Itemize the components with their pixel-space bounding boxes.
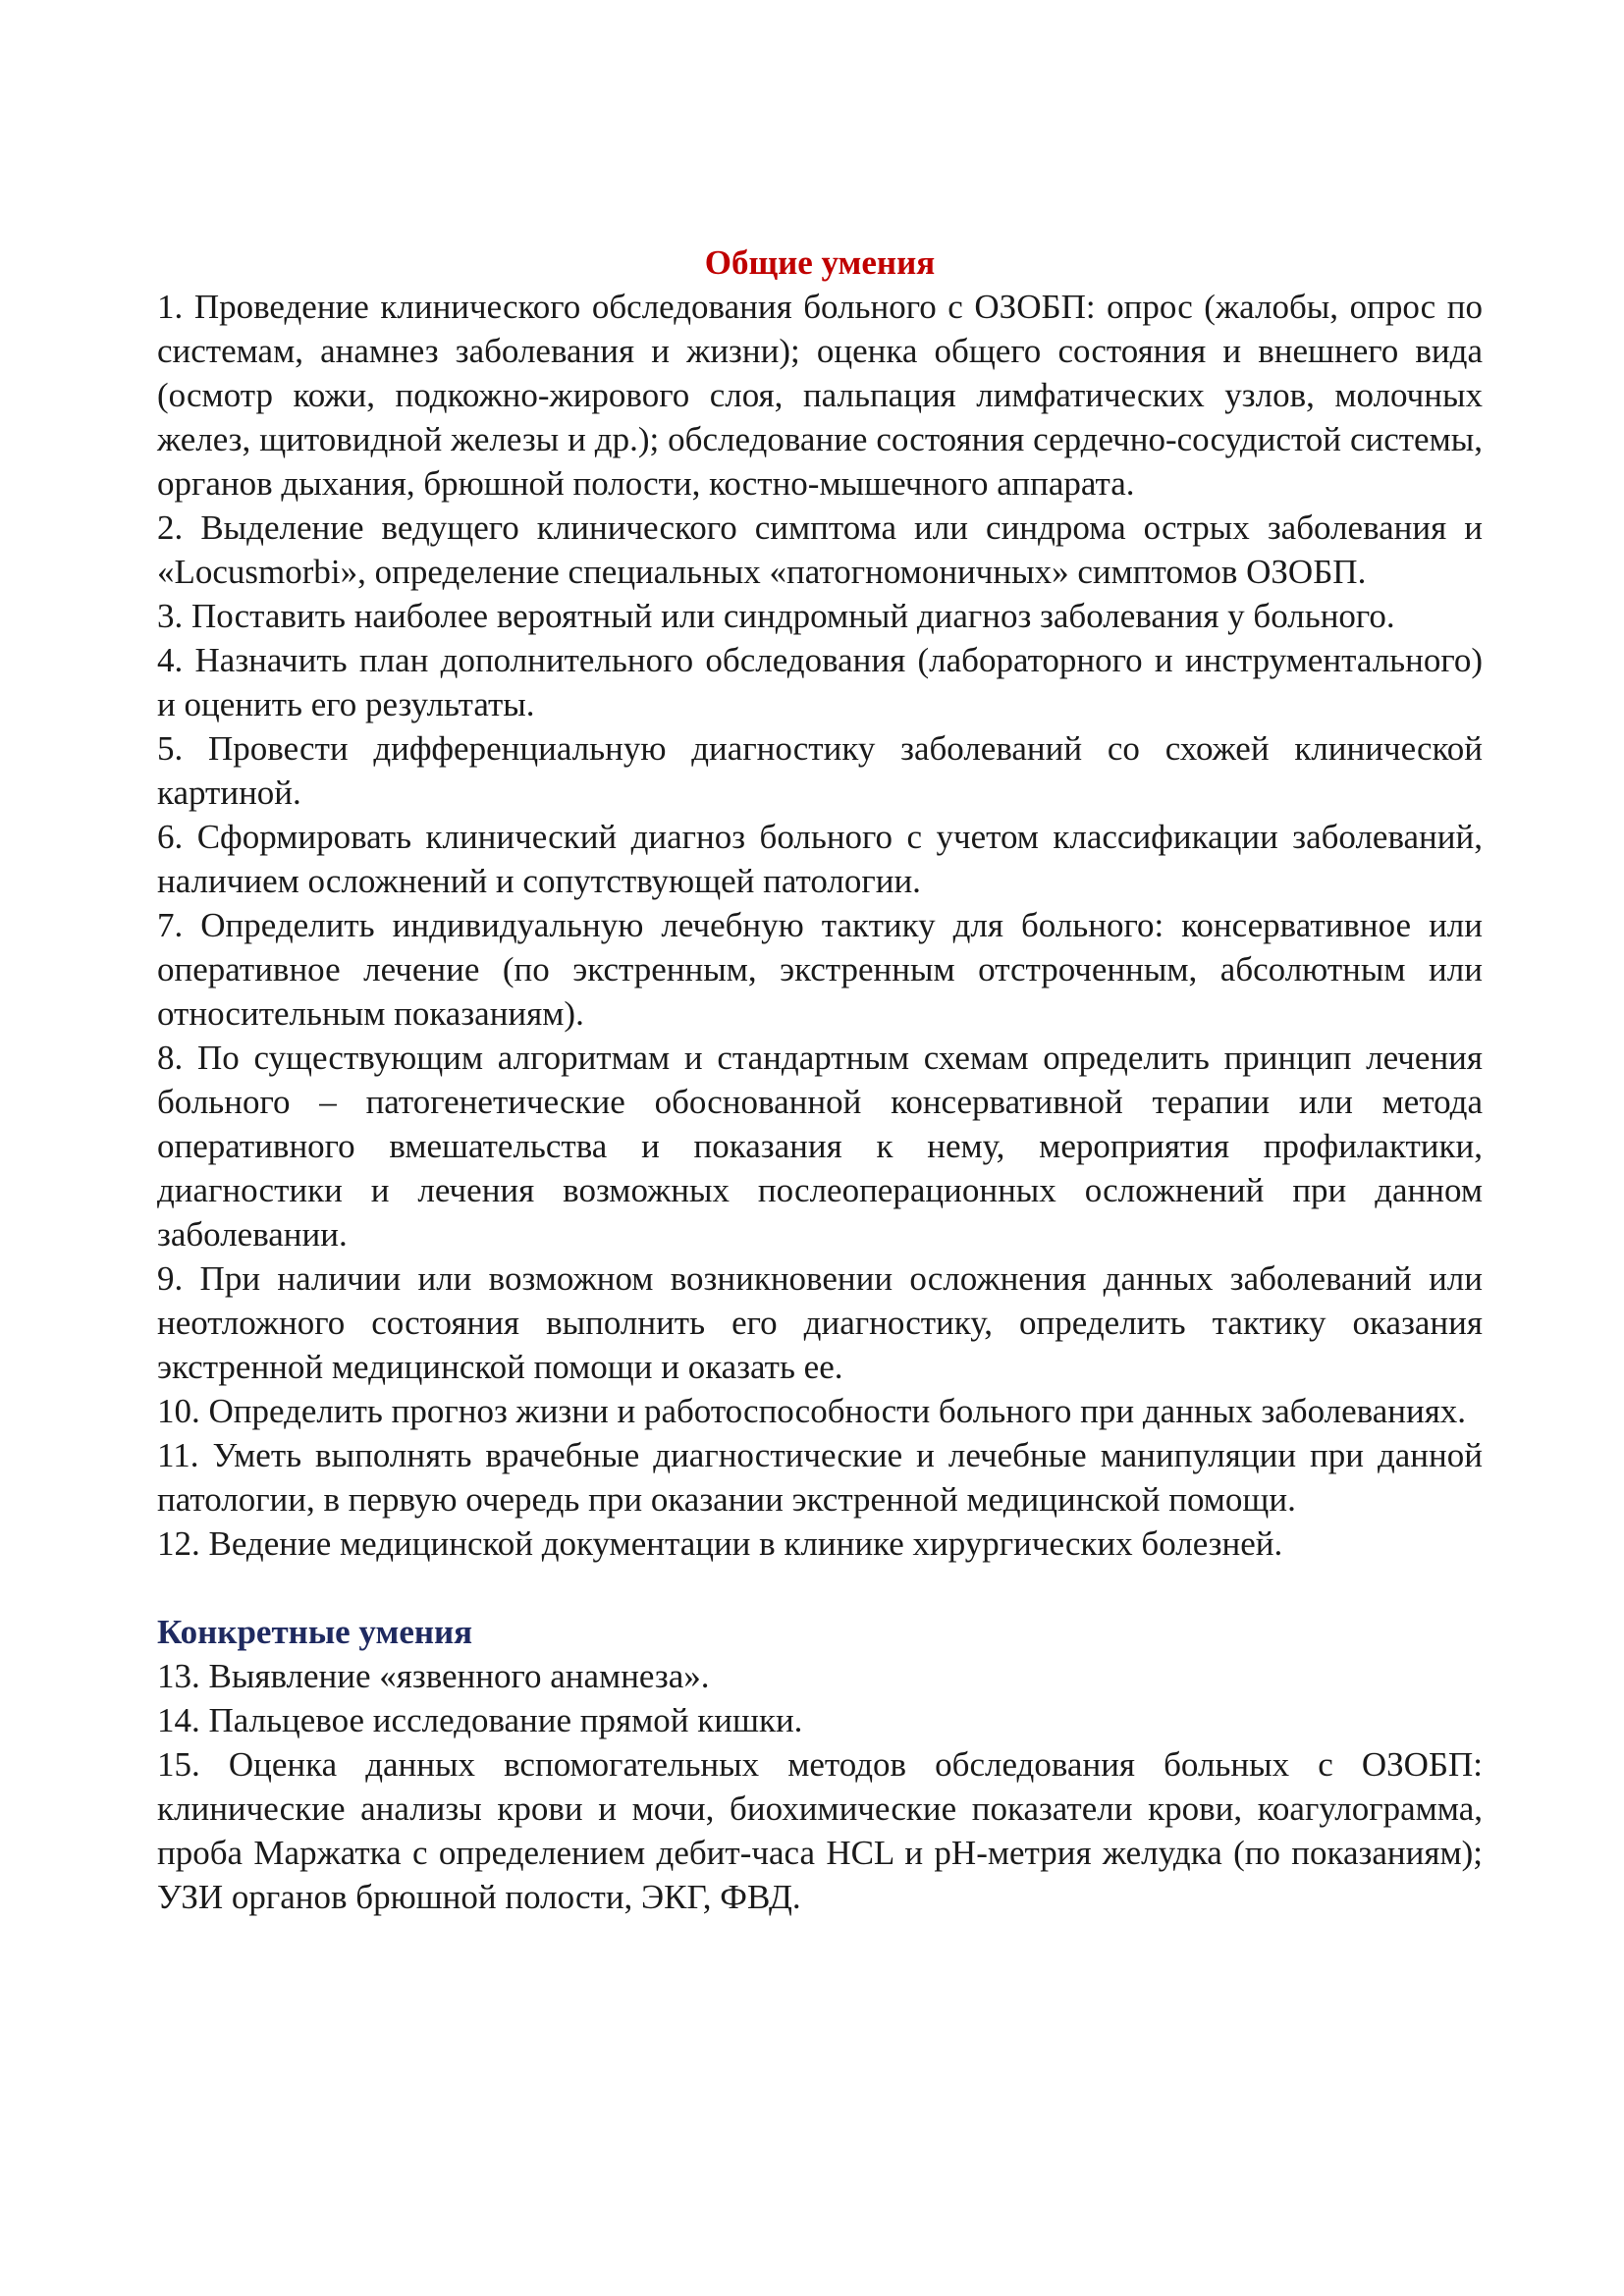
item-text: Провести дифференциальную диагностику заболеваний со схожей клинической картиной. <box>157 729 1484 812</box>
list-item <box>157 726 1483 815</box>
item-text: Определить индивидуальную лечебную тактику для больного: консервативное или оперативное лечение (по экстренным, экстренным отстроченным, абсолютным или относительным показаниям). <box>157 906 1483 1033</box>
general-skills-title: Общие умения <box>704 243 936 282</box>
item-text: Выделение ведущего клинического симптома или синдрома острых заболевания и «Locusmorbi», определение специальных «патогномоничных» симптомов ОЗОБП. <box>157 508 1484 591</box>
item-text: Сформировать клинический диагноз больного с учетом классификации заболеваний, наличием осложнений и сопутствующей патологии. <box>157 818 1483 900</box>
list-item <box>157 594 1483 638</box>
item-text: Выявление «язвенного анамнеза». <box>208 1657 710 1695</box>
item-text: Ведение медицинской документации в клинике хирургических болезней. <box>208 1524 1283 1563</box>
item-number: 13. <box>157 1657 200 1695</box>
list-item <box>157 506 1483 594</box>
item-text: Определить прогноз жизни и работоспособности больного при данных заболеваниях. <box>208 1392 1467 1430</box>
item-number: 2. <box>157 508 184 547</box>
item-text: Назначить план дополнительного обследования (лабораторного и инструментального) и оценить его результаты. <box>157 641 1483 723</box>
item-number: 4. <box>157 641 184 679</box>
item-number: 5. <box>157 729 184 768</box>
item-text: По существующим алгоритмам и стандартным схемам определить принцип лечения больного – патогенетические обоснованной консервативной терапии или метода оперативного вмешательства и показания к нему, мероприятия профилактики, диагностики и лечения возможных послеоперационных осложнений при данном заболевании. <box>157 1039 1484 1254</box>
list-item <box>157 903 1483 1036</box>
item-text: Проведение клинического обследования больного с ОЗОБП: опрос (жалобы, опрос по системам, анамнез заболевания и жизни); оценка общего состояния и внешнего вида (осмотр кожи, подкожно-жирового слоя, пальпация лимфатических узлов, молочных желез, щитовидной железы и др.); обследование состояния сердечно-сосудистой системы, органов дыхания, брюшной полости, костно-мышечного аппарата. <box>157 288 1484 503</box>
item-number: 3. <box>157 597 184 635</box>
section-spacer <box>157 1566 1483 1610</box>
item-number: 7. <box>157 906 184 944</box>
item-number: 14. <box>157 1701 200 1739</box>
list-item <box>157 1742 1483 1919</box>
specific-skills-title: Конкретные умения <box>157 1613 473 1651</box>
list-item <box>157 1036 1483 1256</box>
item-text: Пальцевое исследование прямой кишки. <box>208 1701 803 1739</box>
item-number: 9. <box>157 1259 184 1298</box>
item-number: 11. <box>157 1436 199 1474</box>
list-item <box>157 1654 1483 1698</box>
item-text: Поставить наиболее вероятный или синдромный диагноз заболевания у больного. <box>191 597 1395 635</box>
list-item <box>157 1389 1483 1433</box>
item-number: 15. <box>157 1745 200 1784</box>
item-number: 8. <box>157 1039 184 1077</box>
item-text: При наличии или возможном возникновении осложнения данных заболеваний или неотложного состояния выполнить его диагностику, определить тактику оказания экстренной медицинской помощи и оказать ее. <box>157 1259 1483 1386</box>
list-item <box>157 638 1483 726</box>
item-number: 12. <box>157 1524 200 1563</box>
list-item <box>157 285 1483 506</box>
list-item <box>157 815 1483 903</box>
list-item <box>157 1522 1483 1566</box>
document-page <box>157 240 1483 1919</box>
item-number: 10. <box>157 1392 200 1430</box>
item-text: Оценка данных вспомогательных методов обследования больных с ОЗОБП: клинические анализы крови и мочи, биохимические показатели крови, коагулограмма, проба Маржатка с определением дебит-часа HCL и рН-метрия желудка (по показаниям); УЗИ органов брюшной полости, ЭКГ, ФВД. <box>157 1745 1484 1916</box>
item-number: 1. <box>157 288 184 326</box>
item-text: Уметь выполнять врачебные диагностические и лечебные манипуляции при данной патологии, в первую очередь при оказании экстренной медицинской помощи. <box>157 1436 1483 1519</box>
list-item <box>157 1433 1483 1522</box>
list-item <box>157 1256 1483 1389</box>
list-item <box>157 1698 1483 1742</box>
item-number: 6. <box>157 818 184 856</box>
